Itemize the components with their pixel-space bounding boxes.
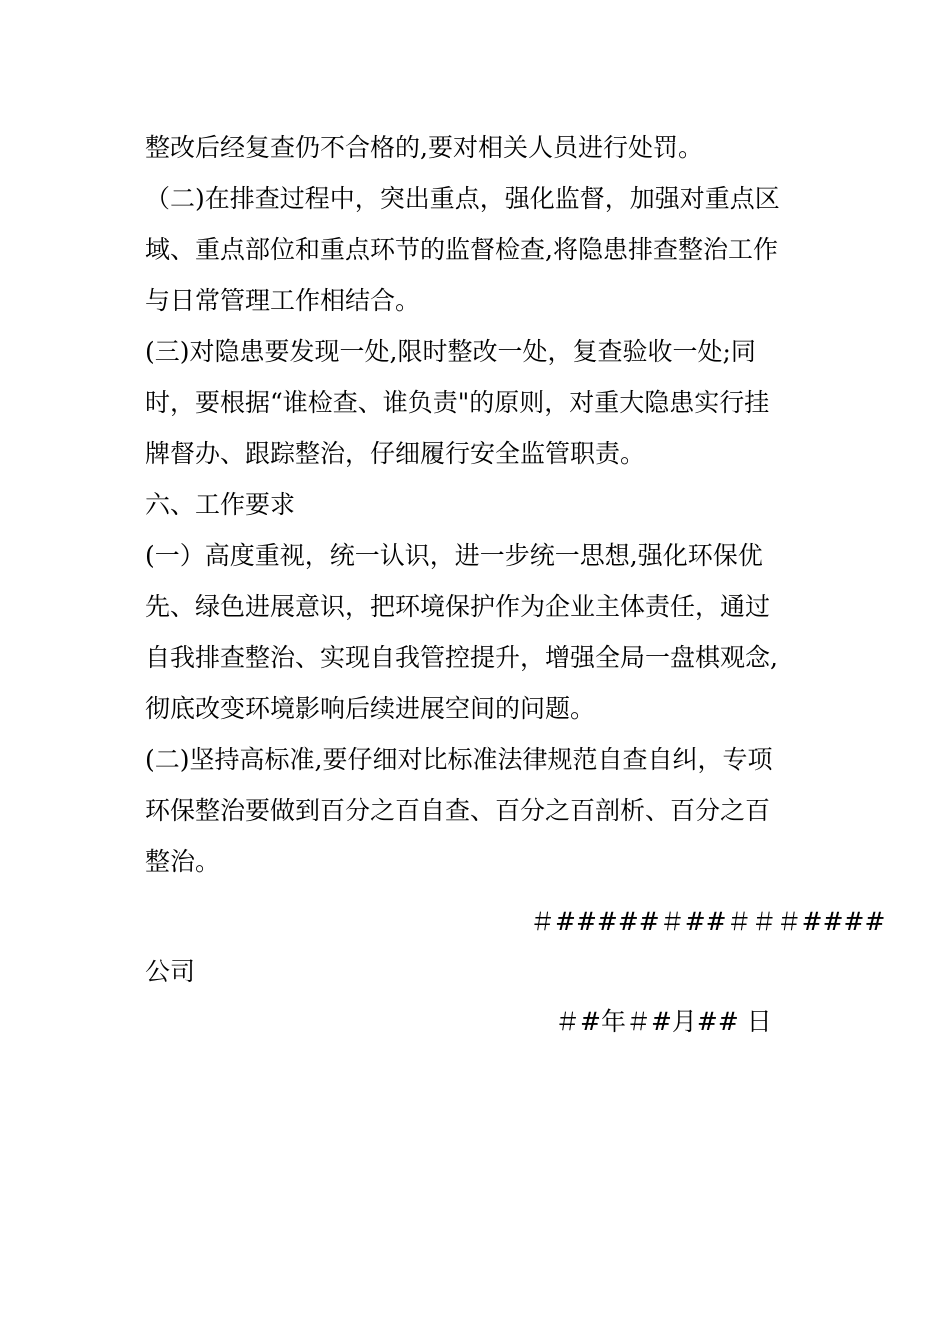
paragraph-line: (一）高度重视，统一认识，进一步统一思想,强化环保优 [145, 541, 763, 570]
paragraph-line: (三)对隐患要发现一处,限时整改一处，复查验收一处;同 [145, 337, 756, 366]
paragraph-line: 整治。 [145, 847, 221, 876]
body-text [145, 122, 805, 887]
paragraph-line: 与日常管理工作相结合。 [145, 286, 421, 315]
signature-placeholder: ＃#####＃##＃＃＃#### [530, 907, 886, 936]
paragraph-line: 彻底改变环境影响后续进展空间的问题。 [145, 694, 596, 723]
section-heading: 六、工作要求 [145, 490, 296, 519]
paragraph-line: 先、绿色进展意识，把环境保护作为企业主体责任，通过 [145, 592, 771, 621]
signature-date: ＃#年＃#月## 日 [555, 1007, 772, 1036]
paragraph-line: 环保整治要做到百分之百自查、百分之百剖析、百分之百 [145, 796, 771, 825]
paragraph-line: (二)坚持高标准,要仔细对比标准法律规范自查自纠，专项 [145, 745, 773, 774]
paragraph-line: （二)在排查过程中，突出重点，强化监督，加强对重点区 [145, 184, 780, 213]
paragraph-line: 整改后经复查仍不合格的,要对相关人员进行处罚。 [145, 133, 703, 162]
paragraph-line: 域、重点部位和重点环节的监督检查,将隐患排查整治工作 [145, 235, 778, 264]
paragraph-line: 时，要根据“谁检查、谁负责"的原则，对重大隐患实行挂 [145, 388, 770, 417]
paragraph-line: 牌督办、跟踪整治，仔细履行安全监管职责。 [145, 439, 646, 468]
paragraph-line: 自我排查整治、实现自我管控提升，增强全局一盘棋观念, [145, 643, 778, 672]
signature-company: 公司 [145, 957, 196, 986]
